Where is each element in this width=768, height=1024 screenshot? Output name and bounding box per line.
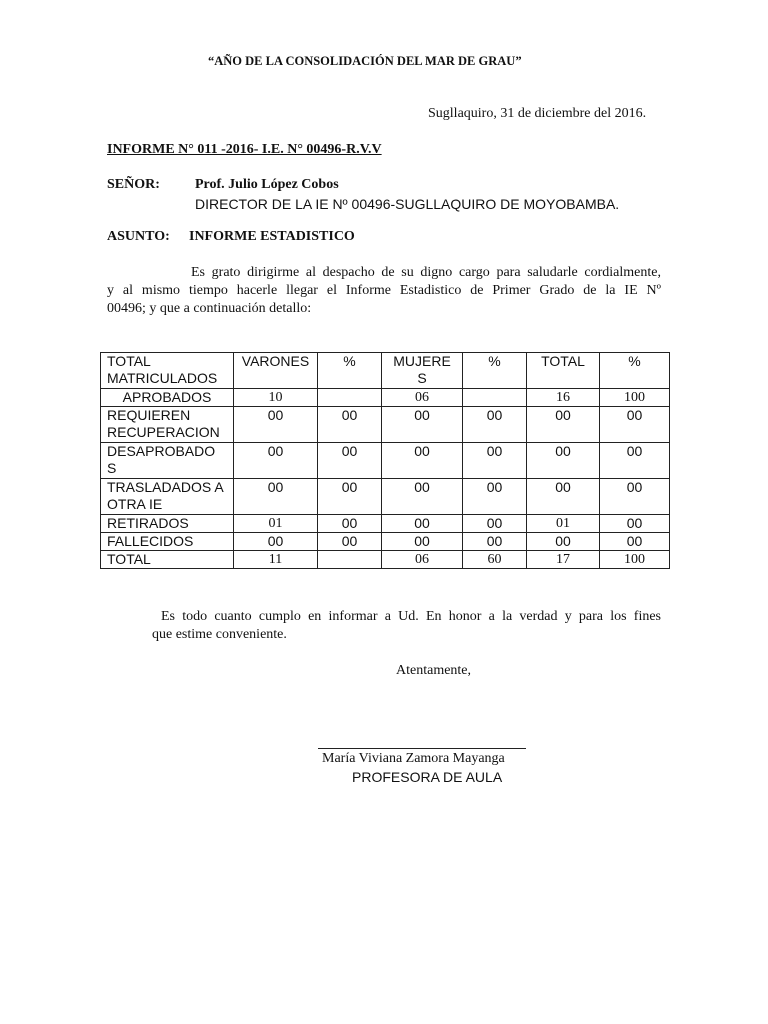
header-cell: TOTAL MATRICULADOS xyxy=(101,353,234,389)
table-cell: 100 xyxy=(600,551,670,569)
table-cell: 00 xyxy=(318,443,382,479)
table-cell: 00 xyxy=(463,443,527,479)
year-motto: “AÑO DE LA CONSOLIDACIÓN DEL MAR DE GRAU” xyxy=(208,54,522,68)
recipient-role: DIRECTOR DE LA IE Nº 00496-SUGLLAQUIRO DE MOYOBAMBA. xyxy=(195,196,620,212)
table-cell: 00 xyxy=(234,407,318,443)
subject-label: ASUNTO: xyxy=(107,229,170,244)
table-cell xyxy=(463,389,527,407)
closing-line-1: Es todo cuanto cumplo en informar a Ud. En honor a la verdad y para los fines xyxy=(161,609,661,624)
closing-line-2: que estime conveniente. xyxy=(152,627,287,642)
header-cell: % xyxy=(318,353,382,389)
table-row xyxy=(101,479,670,515)
header-cell: % xyxy=(600,353,670,389)
row-label: RETIRADOS xyxy=(101,515,234,533)
table-cell: 00 xyxy=(600,479,670,515)
table-cell: 00 xyxy=(527,479,600,515)
intro-line-1: Es grato dirigirme al despacho de su digno cargo para saludarle cordialmente, xyxy=(191,265,661,280)
table-cell: 00 xyxy=(234,443,318,479)
table-cell: 00 xyxy=(527,443,600,479)
intro-paragraph xyxy=(107,264,661,318)
table-cell: 06 xyxy=(382,551,463,569)
table-cell: 00 xyxy=(382,533,463,551)
table-cell: 00 xyxy=(527,533,600,551)
table-cell: 60 xyxy=(463,551,527,569)
table-cell: 00 xyxy=(234,479,318,515)
row-label: DESAPROBADO S xyxy=(101,443,234,479)
table-cell: 11 xyxy=(234,551,318,569)
table-cell: 00 xyxy=(600,515,670,533)
table-row xyxy=(101,533,670,551)
row-label: REQUIEREN RECUPERACION xyxy=(101,407,234,443)
table-cell: 00 xyxy=(463,407,527,443)
table-cell: 00 xyxy=(234,533,318,551)
table-row xyxy=(101,389,670,407)
table-cell: 00 xyxy=(527,407,600,443)
intro-line-3: 00496; y que a continuación detallo: xyxy=(107,301,312,316)
recipient-label: SEÑOR: xyxy=(107,177,160,192)
table-cell: 00 xyxy=(318,479,382,515)
table-cell: 00 xyxy=(600,407,670,443)
table-cell: 00 xyxy=(463,479,527,515)
table-cell: 00 xyxy=(382,515,463,533)
regards: Atentamente, xyxy=(396,663,472,678)
table-cell: 01 xyxy=(234,515,318,533)
table-cell: 00 xyxy=(600,533,670,551)
table-row xyxy=(101,407,670,443)
table-cell: 00 xyxy=(318,515,382,533)
table-row xyxy=(101,443,670,479)
signature-line xyxy=(318,748,526,749)
row-label: APROBADOS xyxy=(101,389,234,407)
place-date: Sugllaquiro, 31 de diciembre del 2016. xyxy=(428,106,647,121)
table-cell: 00 xyxy=(318,533,382,551)
row-label: TOTAL xyxy=(101,551,234,569)
table-cell: 00 xyxy=(318,407,382,443)
table-row xyxy=(101,515,670,533)
table-cell: 00 xyxy=(463,533,527,551)
header-cell: % xyxy=(463,353,527,389)
table-cell: 00 xyxy=(382,479,463,515)
table-cell: 01 xyxy=(527,515,600,533)
intro-line-2: y al mismo tiempo hacerle llegar el Informe Estadistico de Primer Grado de la IE Nº xyxy=(107,283,661,298)
table-cell: 16 xyxy=(527,389,600,407)
header-cell: VARONES xyxy=(234,353,318,389)
statistics-table xyxy=(100,352,670,569)
signature-title: PROFESORA DE AULA xyxy=(352,769,503,785)
table-row xyxy=(101,551,670,569)
table-cell: 00 xyxy=(382,443,463,479)
signature-name: María Viviana Zamora Mayanga xyxy=(322,751,505,766)
table-cell xyxy=(318,551,382,569)
table-cell: 00 xyxy=(600,443,670,479)
row-label: FALLECIDOS xyxy=(101,533,234,551)
recipient-name: Prof. Julio López Cobos xyxy=(195,177,339,192)
table-cell: 00 xyxy=(382,407,463,443)
table-cell: 100 xyxy=(600,389,670,407)
report-title: INFORME N° 011 -2016- I.E. N° 00496-R.V.V xyxy=(107,142,382,157)
header-cell: TOTAL xyxy=(527,353,600,389)
table-header-row xyxy=(101,353,670,389)
table-cell xyxy=(318,389,382,407)
table-cell: 17 xyxy=(527,551,600,569)
table-cell: 06 xyxy=(382,389,463,407)
closing-paragraph xyxy=(152,608,661,644)
subject: INFORME ESTADISTICO xyxy=(189,229,355,244)
header-cell: MUJERE S xyxy=(382,353,463,389)
table-cell: 00 xyxy=(463,515,527,533)
table-cell: 10 xyxy=(234,389,318,407)
row-label: TRASLADADOS A OTRA IE xyxy=(101,479,234,515)
